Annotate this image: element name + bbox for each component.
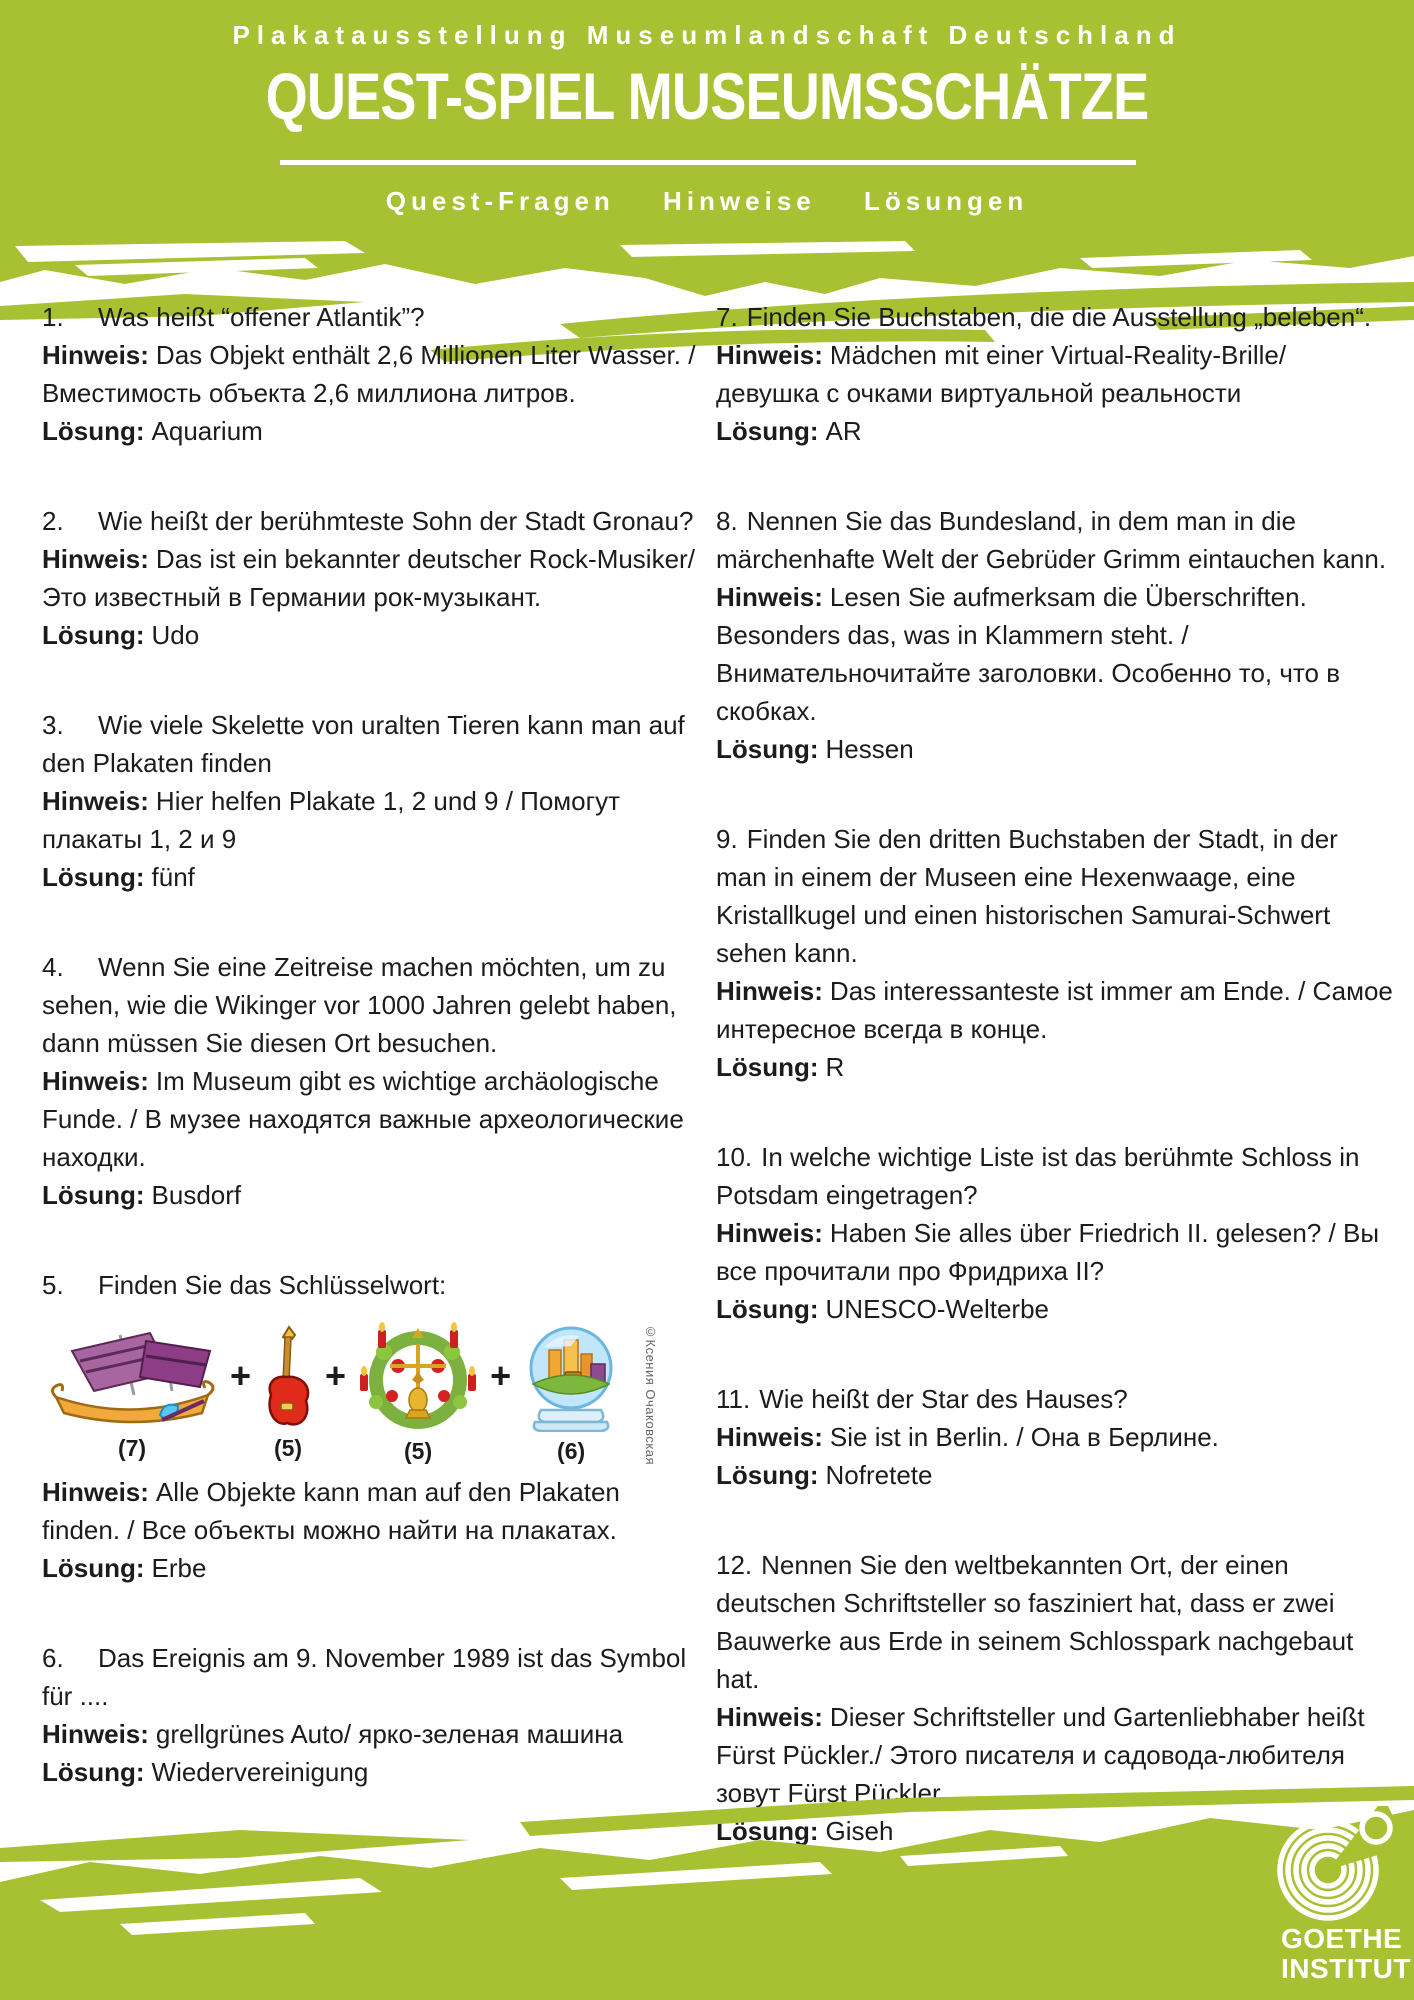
question-number: 6. [42,1643,64,1674]
question-text: Wie heißt der berühmteste Sohn der Stadt Gronau? [98,506,694,536]
question-text: Wenn Sie eine Zeitreise machen möchten, um zu sehen, wie die Wikinger vor 1000 Jahren gelebt haben, dann müssen Sie diesen Ort besuchen. [42,952,677,1058]
solution-label: Lösung: [716,1460,819,1490]
header-tabs [0,186,1414,217]
solution-label: Lösung: [716,416,819,446]
title-underline [280,160,1136,165]
question-text: Finden Sie den dritten Buchstaben der Stadt, in der man in einem der Museen eine Hexenwaage, eine Kristallkugel und einen historischen Samurai-Schwert sehen kann. [716,824,1338,968]
question-text: Das Ereignis am 9. November 1989 ist das Symbol für .... [42,1643,687,1712]
questions-column-right [716,298,1394,1902]
question-number: 7. [716,302,738,332]
solution-text: Hessen [825,734,914,764]
tab-quest-fragen: Quest-Fragen [385,186,615,216]
rebus-item-guitar [259,1325,317,1461]
question-number: 10. [716,1142,753,1172]
questions-column-left [42,298,704,1843]
hint-text: grellgrünes Auto/ ярко-зеленая машина [155,1719,624,1750]
question-number: 4. [42,952,64,982]
question-number: 1. [42,302,64,332]
brush-stroke-bottom [0,1760,1414,2000]
solution-text: Wiedervereinigung [151,1757,369,1788]
goethe-institut-wordmark [1281,1924,1411,1984]
advent-wreath-icon [354,1322,482,1432]
viking-ship-icon [42,1325,222,1429]
solution-text: Udo [151,620,200,650]
question-text: Wie viele Skelette von uralten Tieren kann man auf den Plakaten finden [42,710,685,778]
question-item-11 [716,1380,1394,1494]
hint-text: Sie ist in Berlin. / Она в Берлине. [829,1422,1219,1452]
rebus-item-wreath [354,1322,482,1464]
question-item-5 [42,1266,704,1587]
tab-hinweise: Hinweise [663,186,816,216]
solution-label: Lösung: [716,734,819,764]
question-number: 8. [716,506,738,536]
solution-label: Lösung: [42,620,145,650]
goethe-line: GOETHE [1281,1923,1403,1954]
question-item-2 [42,502,704,654]
question-text: Nennen Sie den weltbekannten Ort, der einen deutschen Schriftsteller so fasziniert hat, dass er zwei Bauwerke aus Erde in seinem Schlosspark nachgebaut hat. [716,1550,1354,1694]
question-number: 9. [716,824,738,854]
solution-text: UNESCO-Welterbe [825,1294,1049,1324]
hint-text: Im Museum gibt es wichtige archäologische Funde. / В музее находятся важные археологические находки. [42,1066,684,1172]
hint-text: Das interessanteste ist immer am Ende. / Самое интересное всегда в конце. [716,976,1393,1044]
solution-text: AR [825,416,862,446]
hint-label: Hinweis: [42,1477,149,1508]
hint-label: Hinweis: [42,1719,149,1750]
solution-label: Lösung: [42,862,145,892]
question-item-8 [716,502,1394,768]
question-text: Was heißt “offener Atlantik”? [98,302,425,332]
solution-text: Nofretete [825,1460,933,1490]
rebus-count: (5) [273,1434,303,1461]
question-number: 5. [42,1270,64,1300]
hint-label: Hinweis: [42,1066,149,1096]
question-text: Finden Sie das Schlüsselwort: [98,1270,447,1300]
solution-text: Aquarium [151,416,263,446]
hint-text: Das ist ein bekannter deutscher Rock-Musiker/ Это известный в Германии рок-музыкант. [42,544,695,612]
header-kicker: Plakatausstellung Museumlandschaft Deutschland [232,20,1182,50]
goethe-institut-logo-icon [1272,1806,1408,1924]
solution-text: Busdorf [151,1180,242,1210]
hint-label: Hinweis: [716,976,823,1006]
hint-text: Lesen Sie aufmerksam die Überschriften. Besonders das, was in Klammern steht. / Внимательночитайте заголовки. Особенно то, что в скобках. [716,582,1341,726]
question-item-4 [42,948,704,1214]
hint-text: Mädchen mit einer Virtual-Reality-Brille/ девушка с очками виртуальной реальности [716,340,1287,408]
question-text: Finden Sie Buchstaben, die die Ausstellung „beleben“. [746,302,1372,332]
hint-label: Hinweis: [716,1702,823,1732]
page-title: QUEST-SPIEL MUSEUMSSCHÄTZE [265,59,1149,133]
rebus-credit: ©Ксения Очаковская [643,1324,659,1466]
plus-sign: + [325,1354,347,1396]
solution-label: Lösung: [716,1816,819,1846]
question-item-10 [716,1138,1394,1328]
question-item-1 [42,298,704,450]
hint-text: Das Objekt enthält 2,6 Millionen Liter Wasser. / Вместимость объекта 2,6 миллиона литров. [42,340,696,408]
question-text: In welche wichtige Liste ist das berühmte Schloss in Potsdam eingetragen? [716,1142,1360,1210]
rebus-item-globe [519,1322,623,1464]
question-text: Nennen Sie das Bundesland, in dem man in die märchenhafte Welt der Gebrüder Grimm eintauchen kann. [716,506,1387,574]
rebus-count: (6) [557,1437,586,1464]
plus-sign: + [490,1354,512,1396]
question-number: 3. [42,710,64,740]
hint-text: Haben Sie alles über Friedrich II. gelesen? / Вы все прочитали про Фридриха II? [716,1218,1380,1286]
question-item-3 [42,706,704,896]
question-item-7 [716,298,1394,450]
solution-label: Lösung: [716,1294,819,1324]
solution-text: fünf [151,862,195,892]
rebus-count: (5) [404,1437,433,1464]
solution-label: Lösung: [42,1757,145,1788]
solution-label: Lösung: [42,416,145,446]
rebus-row [42,1320,704,1465]
solution-label: Lösung: [42,1180,145,1210]
plus-sign: + [230,1354,252,1396]
institut-line: INSTITUT [1281,1953,1411,1984]
solution-text: Giseh [825,1816,894,1846]
tab-loesungen: Lösungen [864,186,1029,216]
hint-label: Hinweis: [716,582,823,612]
question-number: 11. [716,1384,751,1414]
solution-text: Erbe [151,1553,207,1584]
snow-globe-icon [519,1322,623,1432]
solution-label: Lösung: [716,1052,819,1082]
solution-text: R [825,1052,845,1082]
question-number: 12. [716,1550,753,1580]
hint-label: Hinweis: [716,340,823,370]
hint-label: Hinweis: [716,1422,823,1452]
hint-text: Hier helfen Plakate 1, 2 und 9 / Помогут плакаты 1, 2 и 9 [42,786,621,854]
question-text: Wie heißt der Star des Hauses? [759,1384,1128,1414]
hint-label: Hinweis: [716,1218,823,1248]
electric-guitar-icon [259,1325,317,1429]
rebus-count: (7) [117,1434,147,1461]
hint-label: Hinweis: [42,340,149,370]
hint-label: Hinweis: [42,786,149,816]
hint-text: Dieser Schriftsteller und Gartenliebhaber heißt Fürst Pückler./ Этого писателя и садовода-любителя зовут Fürst Pückler [716,1702,1365,1808]
solution-label: Lösung: [42,1553,145,1584]
question-number: 2. [42,506,64,536]
rebus-item-ship [42,1325,222,1461]
hint-label: Hinweis: [42,544,149,574]
question-item-9 [716,820,1394,1086]
hint-text: Alle Objekte kann man auf den Plakaten finden. / Все объекты можно найти на плакатах. [42,1477,620,1546]
